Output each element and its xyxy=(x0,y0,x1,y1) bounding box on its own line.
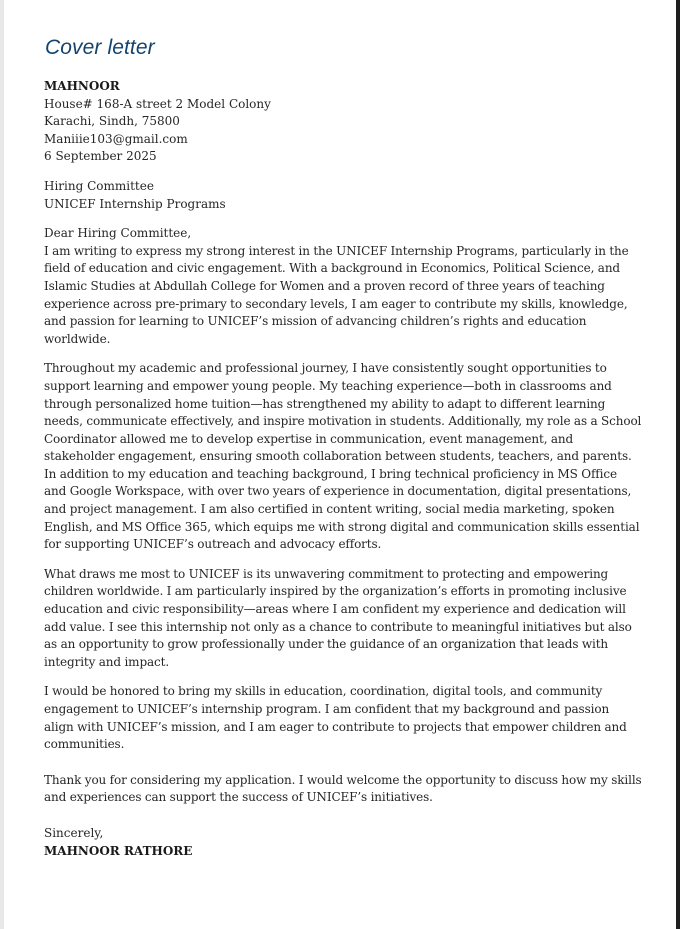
signature-name: MAHNOOR RATHORE xyxy=(44,843,193,858)
closing: Sincerely, xyxy=(44,825,104,840)
page-left-edge xyxy=(0,0,4,929)
salutation: Dear Hiring Committee, xyxy=(44,226,192,241)
paragraph-commitment: I would be honored to bring my skills in education, coordination, digital tools, and community engagement to UNICEF’s internship program. I am confident that my background and passion align with UNICEF’s mission, and I am eager to contribute to projects that empower children and communities. xyxy=(44,684,627,752)
recipient-line1: Hiring Committee xyxy=(44,178,154,193)
sender-address-line1: House# 168-A street 2 Model Colony xyxy=(44,96,271,111)
paragraph-intro: I am writing to express my strong interest in the UNICEF Internship Programs, particularly in the field of education and civic engagement. With a background in Economics, Political Science, and Islamic Studies at Abdullah College for Women and a proven record of three years of teaching experience across pre-primary to secondary levels, I am eager to contribute my skills, knowledge, and passion for learning to UNICEF’s mission of advancing children’s rights and education worldwide. xyxy=(44,243,629,346)
page-right-edge xyxy=(676,0,680,929)
paragraph-skills: In addition to my education and teaching background, I bring technical proficiency in MS Office and Google Workspace, with over two years of experience in documentation, digital presentations, and project management. I am also certified in content writing, social media marketing, spoken English, and MS Office 365, which equips me with strong digital and communication skills essential for supporting UNICEF’s outreach and advocacy efforts. xyxy=(44,466,640,552)
paragraph-thanks: Thank you for considering my application. I would welcome the opportunity to discuss how my skills and experiences can support the success of UNICEF’s initiatives. xyxy=(44,772,642,805)
paragraph-motivation: What draws me most to UNICEF is its unwavering commitment to protecting and empowering children worldwide. I am particularly inspired by the organization’s efforts in promoting inclusive education and civic responsibility—areas where I am confident my experience and dedication will add value. I see this internship not only as a chance to contribute to meaningful initiatives but also as an opportunity to grow professionally under the guidance of an organization that leads with integrity and impact. xyxy=(44,566,632,669)
recipient-block xyxy=(44,178,642,213)
document-title: Cover letter xyxy=(45,36,155,59)
sender-address-line2: Karachi, Sindh, 75800 xyxy=(44,114,180,129)
sender-name: MAHNOOR xyxy=(44,79,120,93)
letter-body xyxy=(44,78,642,860)
paragraph-experience: Throughout my academic and professional journey, I have consistently sought opportunities to support learning and empower young people. My teaching experience—both in classrooms and through personalized home tuition—has strengthened my ability to adapt to different learning needs, communicate effectively, and inspire motivation in students. Additionally, my role as a School Coordinator allowed me to develop expertise in communication, event management, and stakeholder engagement, ensuring smooth collaboration between students, teachers, and parents. xyxy=(44,361,642,464)
letter-date: 6 September 2025 xyxy=(44,149,157,164)
recipient-line2: UNICEF Internship Programs xyxy=(44,196,226,211)
sender-email: Maniiie103@gmail.com xyxy=(44,131,188,146)
sender-block xyxy=(44,78,642,166)
